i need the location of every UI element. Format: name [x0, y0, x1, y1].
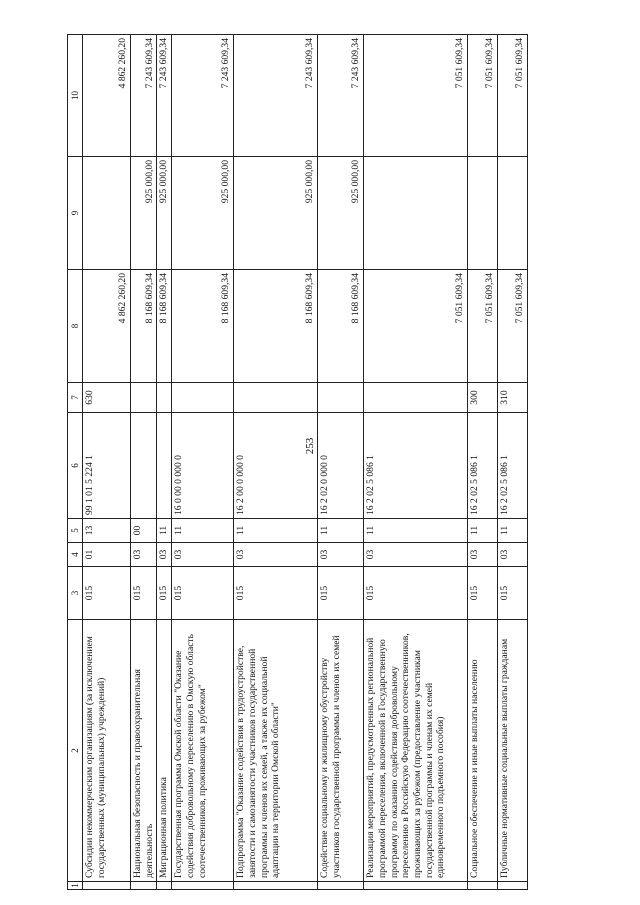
cell-blank	[364, 882, 468, 890]
header-cell: 9	[68, 157, 83, 270]
table-row	[157, 35, 172, 890]
cell-amount-8: 7 051 609,34	[468, 270, 498, 383]
cell-target: 16 2 02 5 086 1	[498, 413, 528, 519]
cell-admin: 015	[498, 567, 528, 620]
cell-name: Подпрограмма "Оказание содействия в трудоустройстве, занятости и самозанятости участников государственной программы и членов их семей, а также их социальной адаптации на территории Омской области"	[234, 620, 318, 882]
cell-target: 16 2 02 5 086 1	[364, 413, 468, 519]
cell-type	[172, 383, 234, 413]
table-row	[131, 35, 157, 890]
cell-type	[364, 383, 468, 413]
cell-amount-9	[498, 157, 528, 270]
cell-section: 03	[157, 543, 172, 567]
cell-admin: 015	[131, 567, 157, 620]
cell-name: Реализация мероприятий, предусмотренных региональной программой переселения, включенной в Государственную программу по оказанию содействия добровольному переселению в Российскую Федерацию соотечественников, проживающих за рубежом (предоставление участникам государственной программы и членам их семей единовременного подъемного пособия)	[364, 620, 468, 882]
cell-admin: 015	[157, 567, 172, 620]
cell-amount-8: 8 168 609,34	[131, 270, 157, 383]
cell-admin: 015	[83, 567, 131, 620]
cell-blank	[157, 882, 172, 890]
cell-target: 99 1 01 5 224 1	[83, 413, 131, 519]
cell-subsection: 11	[157, 519, 172, 543]
cell-amount-10: 4 862 260,20	[83, 35, 131, 157]
header-cell: 4	[68, 543, 83, 567]
cell-amount-8: 8 168 609,34	[234, 270, 318, 383]
cell-section: 03	[234, 543, 318, 567]
cell-blank	[234, 882, 318, 890]
cell-amount-10: 7 051 609,34	[498, 35, 528, 157]
cell-type: 630	[83, 383, 131, 413]
cell-amount-10: 7 051 609,34	[364, 35, 468, 157]
table-row	[364, 35, 468, 890]
cell-name: Национальная безопасность и правоохранительная деятельность	[131, 620, 157, 882]
cell-subsection: 11	[468, 519, 498, 543]
cell-amount-9: 925 000,00	[172, 157, 234, 270]
cell-type: 300	[468, 383, 498, 413]
cell-amount-9	[468, 157, 498, 270]
cell-type	[131, 383, 157, 413]
cell-amount-9	[83, 157, 131, 270]
cell-target	[131, 413, 157, 519]
table-row	[468, 35, 498, 890]
cell-section: 03	[318, 543, 364, 567]
cell-name: Содействие социальному и жилищному обустройству участников государственной программы и членов их семей	[318, 620, 364, 882]
header-cell: 6	[68, 413, 83, 519]
cell-blank	[172, 882, 234, 890]
cell-subsection: 11	[364, 519, 468, 543]
cell-admin: 015	[468, 567, 498, 620]
cell-target: 16 2 00 0 000 0	[234, 413, 318, 519]
cell-name: Государственная программа Омской области "Оказание содействия добровольному переселению в Омскую область соотечественников, проживающих за рубежом"	[172, 620, 234, 882]
header-cell: 5	[68, 519, 83, 543]
cell-amount-9	[364, 157, 468, 270]
header-cell: 7	[68, 383, 83, 413]
cell-target: 16 2 02 0 000 0	[318, 413, 364, 519]
cell-amount-9: 925 000,00	[131, 157, 157, 270]
header-cell: 2	[68, 620, 83, 882]
cell-name: Публичные нормативные социальные выплаты гражданам	[498, 620, 528, 882]
table-container	[67, 35, 527, 890]
cell-blank	[131, 882, 157, 890]
cell-type	[234, 383, 318, 413]
cell-amount-10: 7 243 609,34	[234, 35, 318, 157]
cell-type: 310	[498, 383, 528, 413]
cell-blank	[468, 882, 498, 890]
cell-amount-8: 7 051 609,34	[364, 270, 468, 383]
cell-amount-8: 8 168 609,34	[318, 270, 364, 383]
cell-amount-10: 7 243 609,34	[318, 35, 364, 157]
header-cell: 10	[68, 35, 83, 157]
cell-amount-10: 7 051 609,34	[468, 35, 498, 157]
cell-name: Миграционная политика	[157, 620, 172, 882]
cell-amount-10: 7 243 609,34	[157, 35, 172, 157]
cell-blank	[498, 882, 528, 890]
cell-section: 03	[498, 543, 528, 567]
cell-subsection: 00	[131, 519, 157, 543]
page-number: 253	[304, 437, 316, 455]
cell-target: 16 2 02 5 086 1	[468, 413, 498, 519]
cell-section: 03	[172, 543, 234, 567]
cell-section: 03	[131, 543, 157, 567]
cell-section: 03	[364, 543, 468, 567]
table-row	[172, 35, 234, 890]
cell-blank	[83, 882, 131, 890]
budget-table	[67, 34, 528, 890]
cell-blank	[318, 882, 364, 890]
table-row	[498, 35, 528, 890]
cell-type	[157, 383, 172, 413]
cell-target	[157, 413, 172, 519]
cell-amount-8: 8 168 609,34	[157, 270, 172, 383]
cell-subsection: 11	[498, 519, 528, 543]
cell-admin: 015	[364, 567, 468, 620]
cell-amount-9: 925 000,00	[318, 157, 364, 270]
cell-type	[318, 383, 364, 413]
table-row	[234, 35, 318, 890]
cell-admin: 015	[234, 567, 318, 620]
cell-subsection: 11	[172, 519, 234, 543]
table-row	[83, 35, 131, 890]
cell-amount-10: 7 243 609,34	[172, 35, 234, 157]
cell-amount-8: 7 051 609,34	[498, 270, 528, 383]
cell-section: 03	[468, 543, 498, 567]
cell-target: 16 0 00 0 000 0	[172, 413, 234, 519]
header-cell: 3	[68, 567, 83, 620]
cell-amount-9: 925 000,00	[234, 157, 318, 270]
cell-subsection: 11	[234, 519, 318, 543]
header-cell: 1	[68, 882, 83, 890]
header-cell: 8	[68, 270, 83, 383]
cell-name: Субсидии некоммерческим организациям (за исключением государственных (муниципальных) учреждений)	[83, 620, 131, 882]
cell-amount-8: 8 168 609,34	[172, 270, 234, 383]
cell-name: Социальное обеспечение и иные выплаты населению	[468, 620, 498, 882]
cell-subsection: 11	[318, 519, 364, 543]
cell-amount-9: 925 000,00	[157, 157, 172, 270]
cell-amount-8: 4 862 260,20	[83, 270, 131, 383]
cell-admin: 015	[318, 567, 364, 620]
cell-section: 01	[83, 543, 131, 567]
cell-admin: 015	[172, 567, 234, 620]
table-row	[318, 35, 364, 890]
cell-amount-10: 7 243 609,34	[131, 35, 157, 157]
header-row	[68, 35, 83, 890]
cell-subsection: 13	[83, 519, 131, 543]
